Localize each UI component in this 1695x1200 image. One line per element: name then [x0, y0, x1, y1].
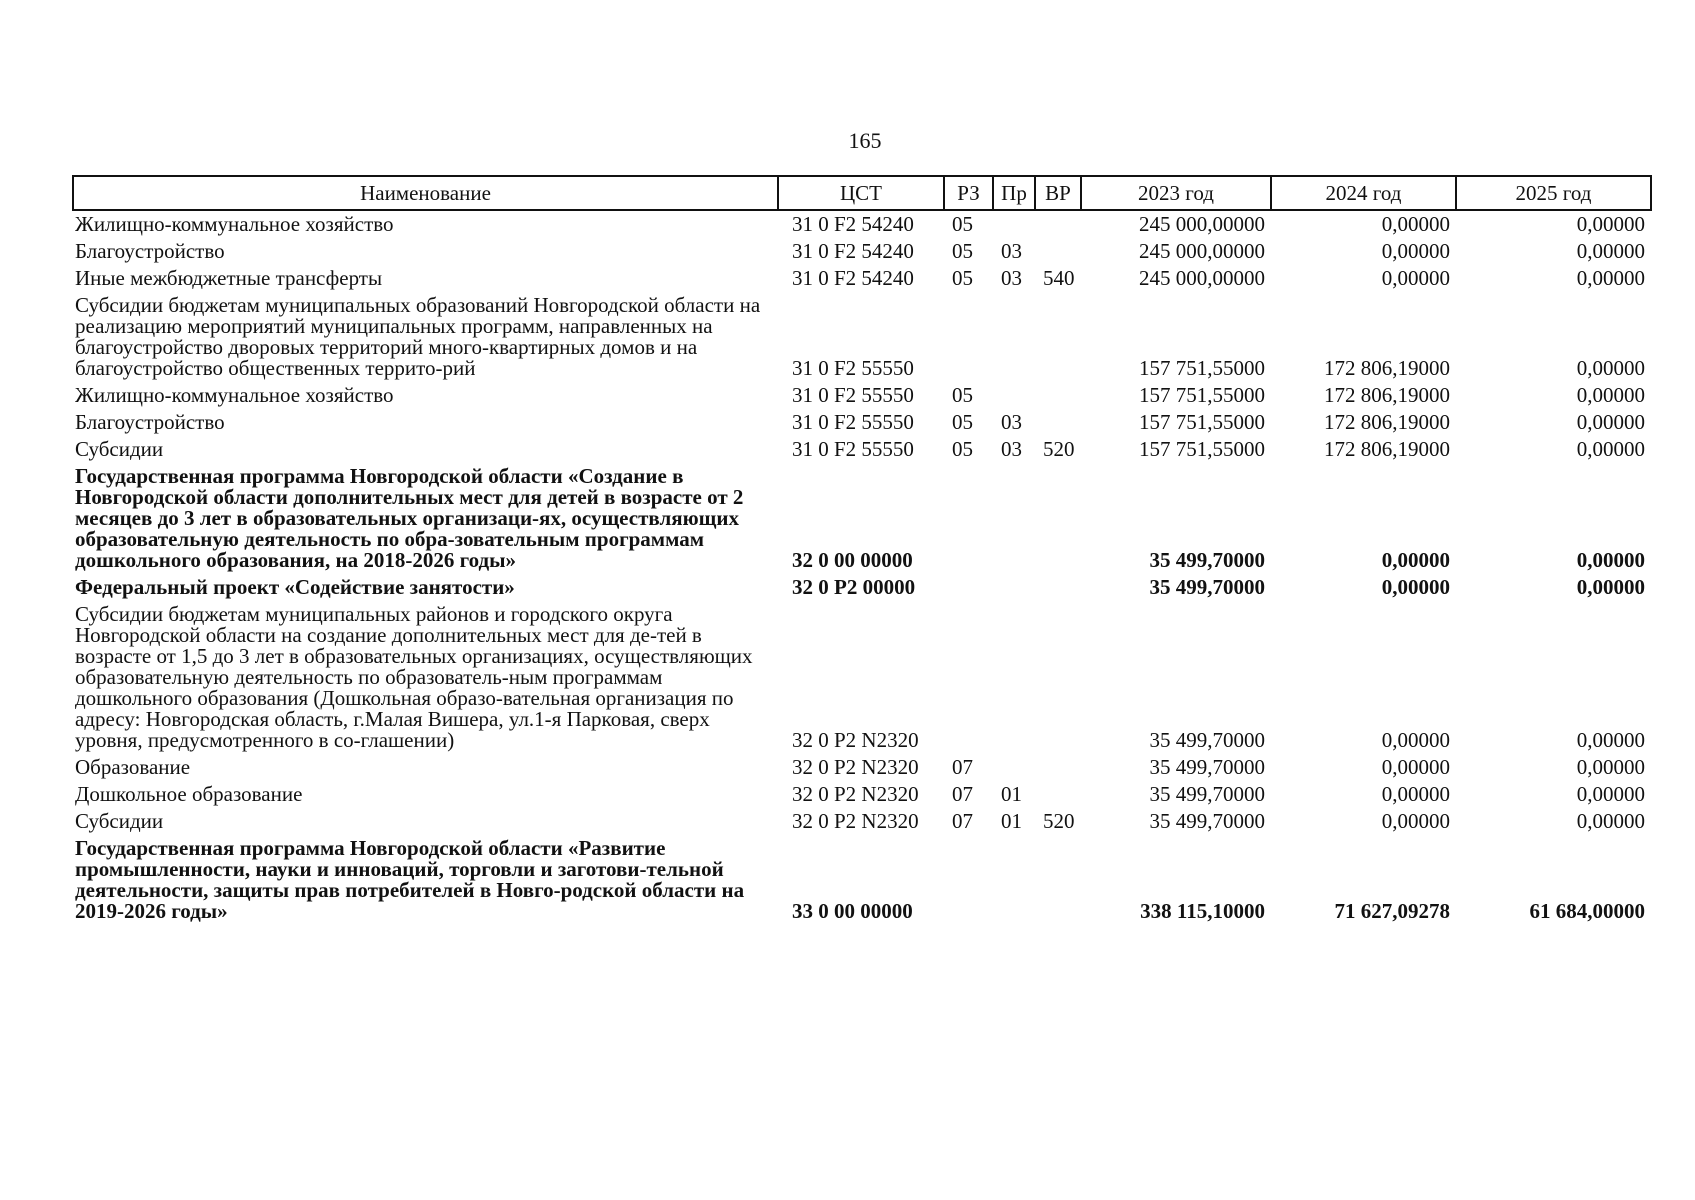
row-amount-2023: 157 751,55000	[1139, 437, 1265, 461]
row-amount-2023: 245 000,00000	[1139, 212, 1265, 236]
row-amount-2025: 0,00000	[1576, 383, 1645, 407]
table-row	[73, 754, 1651, 781]
row-rz: 07	[952, 755, 973, 779]
header-pr: Пр	[993, 176, 1035, 210]
table-row	[73, 265, 1651, 292]
row-vr	[1035, 382, 1081, 409]
row-vr	[1035, 238, 1081, 265]
row-amount-2024: 0,00000	[1381, 239, 1450, 263]
row-amount-2023: 35 499,70000	[1149, 782, 1265, 806]
row-amount-2023: 35 499,70000	[1149, 809, 1265, 833]
row-rz: 05	[952, 212, 973, 236]
row-amount-2024: 172 806,19000	[1324, 356, 1450, 380]
row-pr: 01	[1001, 782, 1022, 806]
row-pr: 03	[1001, 410, 1022, 434]
row-vr	[1035, 210, 1081, 238]
page-number: 165	[848, 128, 882, 153]
row-amount-2023: 338 115,10000	[1140, 899, 1265, 923]
row-cst: 31 0 F2 55550	[792, 437, 914, 461]
row-cst: 32 0 P2 00000	[792, 575, 916, 599]
row-name: Благоустройство	[75, 410, 225, 434]
row-amount-2023: 35 499,70000	[1149, 575, 1265, 599]
row-cst: 31 0 F2 55550	[792, 356, 914, 380]
row-amount-2025: 0,00000	[1576, 266, 1645, 290]
row-pr	[993, 754, 1035, 781]
table-row	[73, 409, 1651, 436]
row-name: Субсидии бюджетам муниципальных районов и городского округа Новгородской области на создание дополнительных мест для де-тей в возрасте от 1,5 до 3 лет в образовательных организациях, осуществляющих образовательную деятельность по образователь-ным программам дошкольного образования (Дошкольная образо-вательная организация по адресу: Новгородская область, г.Малая Вишера, ул.1-я Парковая, сверх уровня, предусмотренного в со-глашении)	[75, 602, 753, 752]
row-rz	[944, 835, 993, 925]
row-pr	[993, 601, 1035, 754]
header-2025: 2025 год	[1456, 176, 1651, 210]
table-row	[73, 382, 1651, 409]
header-rz: РЗ	[944, 176, 993, 210]
row-amount-2025: 61 684,00000	[1529, 899, 1645, 923]
row-pr: 03	[1001, 437, 1022, 461]
row-pr	[993, 382, 1035, 409]
row-rz	[944, 601, 993, 754]
table-row	[73, 781, 1651, 808]
table-row	[73, 436, 1651, 463]
table-row	[73, 835, 1651, 925]
row-pr	[993, 292, 1035, 382]
table-row	[73, 292, 1651, 382]
row-amount-2024: 71 627,09278	[1334, 899, 1450, 923]
row-vr	[1035, 601, 1081, 754]
row-amount-2024: 172 806,19000	[1324, 410, 1450, 434]
row-amount-2025: 0,00000	[1576, 728, 1645, 752]
table-row	[73, 574, 1651, 601]
row-name: Государственная программа Новгородской области «Развитие промышленности, науки и инноваций, торговли и заготови-тельной деятельности, защиты прав потребителей в Новго-родской области на 2019-2026 годы»	[75, 836, 745, 923]
header-2024: 2024 год	[1271, 176, 1456, 210]
row-name: Образование	[75, 755, 191, 779]
row-amount-2025: 0,00000	[1576, 239, 1645, 263]
row-rz: 05	[952, 383, 973, 407]
row-pr	[993, 210, 1035, 238]
table-row	[73, 238, 1651, 265]
row-name: Благоустройство	[75, 239, 225, 263]
row-amount-2023: 157 751,55000	[1139, 383, 1265, 407]
row-pr	[993, 574, 1035, 601]
header-name: Наименование	[73, 176, 778, 210]
row-vr: 540	[1043, 266, 1075, 290]
table-header	[73, 176, 1651, 210]
row-cst: 32 0 P2 N2320	[792, 809, 919, 833]
row-name: Жилищно-коммунальное хозяйство	[75, 383, 394, 407]
row-amount-2025: 0,00000	[1576, 575, 1645, 599]
row-cst: 32 0 00 00000	[792, 548, 913, 572]
table-body	[73, 210, 1651, 925]
row-vr	[1035, 292, 1081, 382]
row-amount-2025: 0,00000	[1576, 548, 1645, 572]
table-row	[73, 210, 1651, 238]
row-pr	[993, 835, 1035, 925]
row-name: Государственная программа Новгородской области «Создание в Новгородской области дополнительных мест для детей в возрасте от 2 месяцев до 3 лет в образовательных организаци-ях, осуществляющих образовательную деятельность по обра-зовательным программам дошкольного образования, на 2018-2026 годы»	[75, 464, 744, 572]
row-cst: 31 0 F2 54240	[792, 239, 914, 263]
row-amount-2024: 0,00000	[1381, 548, 1450, 572]
row-rz: 05	[952, 410, 973, 434]
row-amount-2025: 0,00000	[1576, 809, 1645, 833]
row-name: Жилищно-коммунальное хозяйство	[75, 212, 394, 236]
row-vr	[1035, 754, 1081, 781]
row-cst: 33 0 00 00000	[792, 899, 913, 923]
row-amount-2024: 0,00000	[1381, 809, 1450, 833]
row-pr	[993, 463, 1035, 574]
row-rz: 05	[952, 437, 973, 461]
row-amount-2025: 0,00000	[1576, 755, 1645, 779]
row-name: Субсидии	[75, 809, 164, 833]
row-amount-2024: 0,00000	[1381, 212, 1450, 236]
row-rz: 05	[952, 239, 973, 263]
row-amount-2023: 35 499,70000	[1149, 755, 1265, 779]
row-amount-2024: 172 806,19000	[1324, 437, 1450, 461]
row-cst: 31 0 F2 55550	[792, 410, 914, 434]
row-name: Субсидии бюджетам муниципальных образований Новгородской области на реализацию мероприятий муниципальных программ, направленных на благоустройство дворовых территорий много-квартирных домов и на благоустройство общественных террито-рий	[75, 293, 761, 380]
row-amount-2024: 172 806,19000	[1324, 383, 1450, 407]
row-amount-2023: 245 000,00000	[1139, 239, 1265, 263]
header-cst: ЦСТ	[778, 176, 944, 210]
row-vr	[1035, 574, 1081, 601]
row-pr: 03	[1001, 266, 1022, 290]
row-pr: 01	[1001, 809, 1022, 833]
row-name: Иные межбюджетные трансферты	[75, 266, 383, 290]
row-amount-2025: 0,00000	[1576, 782, 1645, 806]
row-amount-2023: 157 751,55000	[1139, 410, 1265, 434]
table-row	[73, 601, 1651, 754]
row-vr	[1035, 463, 1081, 574]
row-vr: 520	[1043, 809, 1075, 833]
budget-table	[72, 175, 1652, 925]
row-rz	[944, 463, 993, 574]
row-name: Федеральный проект «Содействие занятости»	[75, 575, 515, 599]
row-amount-2025: 0,00000	[1576, 437, 1645, 461]
row-rz: 07	[952, 782, 973, 806]
row-amount-2024: 0,00000	[1381, 266, 1450, 290]
row-cst: 31 0 F2 55550	[792, 383, 914, 407]
row-name: Субсидии	[75, 437, 164, 461]
row-rz	[944, 574, 993, 601]
row-rz: 07	[952, 809, 973, 833]
row-cst: 31 0 F2 54240	[792, 212, 914, 236]
row-amount-2023: 35 499,70000	[1149, 728, 1265, 752]
row-amount-2023: 35 499,70000	[1149, 548, 1265, 572]
row-amount-2025: 0,00000	[1576, 410, 1645, 434]
row-cst: 32 0 P2 N2320	[792, 728, 919, 752]
row-vr	[1035, 835, 1081, 925]
row-rz	[944, 292, 993, 382]
row-vr: 520	[1043, 437, 1075, 461]
row-amount-2024: 0,00000	[1381, 782, 1450, 806]
row-name: Дошкольное образование	[75, 782, 303, 806]
header-vr: ВР	[1035, 176, 1081, 210]
header-2023: 2023 год	[1081, 176, 1271, 210]
row-amount-2024: 0,00000	[1381, 728, 1450, 752]
row-vr	[1035, 781, 1081, 808]
row-vr	[1035, 409, 1081, 436]
row-pr: 03	[1001, 239, 1022, 263]
row-amount-2023: 157 751,55000	[1139, 356, 1265, 380]
row-rz: 05	[952, 266, 973, 290]
row-cst: 31 0 F2 54240	[792, 266, 914, 290]
table-row	[73, 463, 1651, 574]
row-amount-2025: 0,00000	[1576, 356, 1645, 380]
row-amount-2025: 0,00000	[1576, 212, 1645, 236]
row-cst: 32 0 P2 N2320	[792, 782, 919, 806]
row-amount-2024: 0,00000	[1381, 575, 1450, 599]
row-amount-2024: 0,00000	[1381, 755, 1450, 779]
row-cst: 32 0 P2 N2320	[792, 755, 919, 779]
table-row	[73, 808, 1651, 835]
row-amount-2023: 245 000,00000	[1139, 266, 1265, 290]
